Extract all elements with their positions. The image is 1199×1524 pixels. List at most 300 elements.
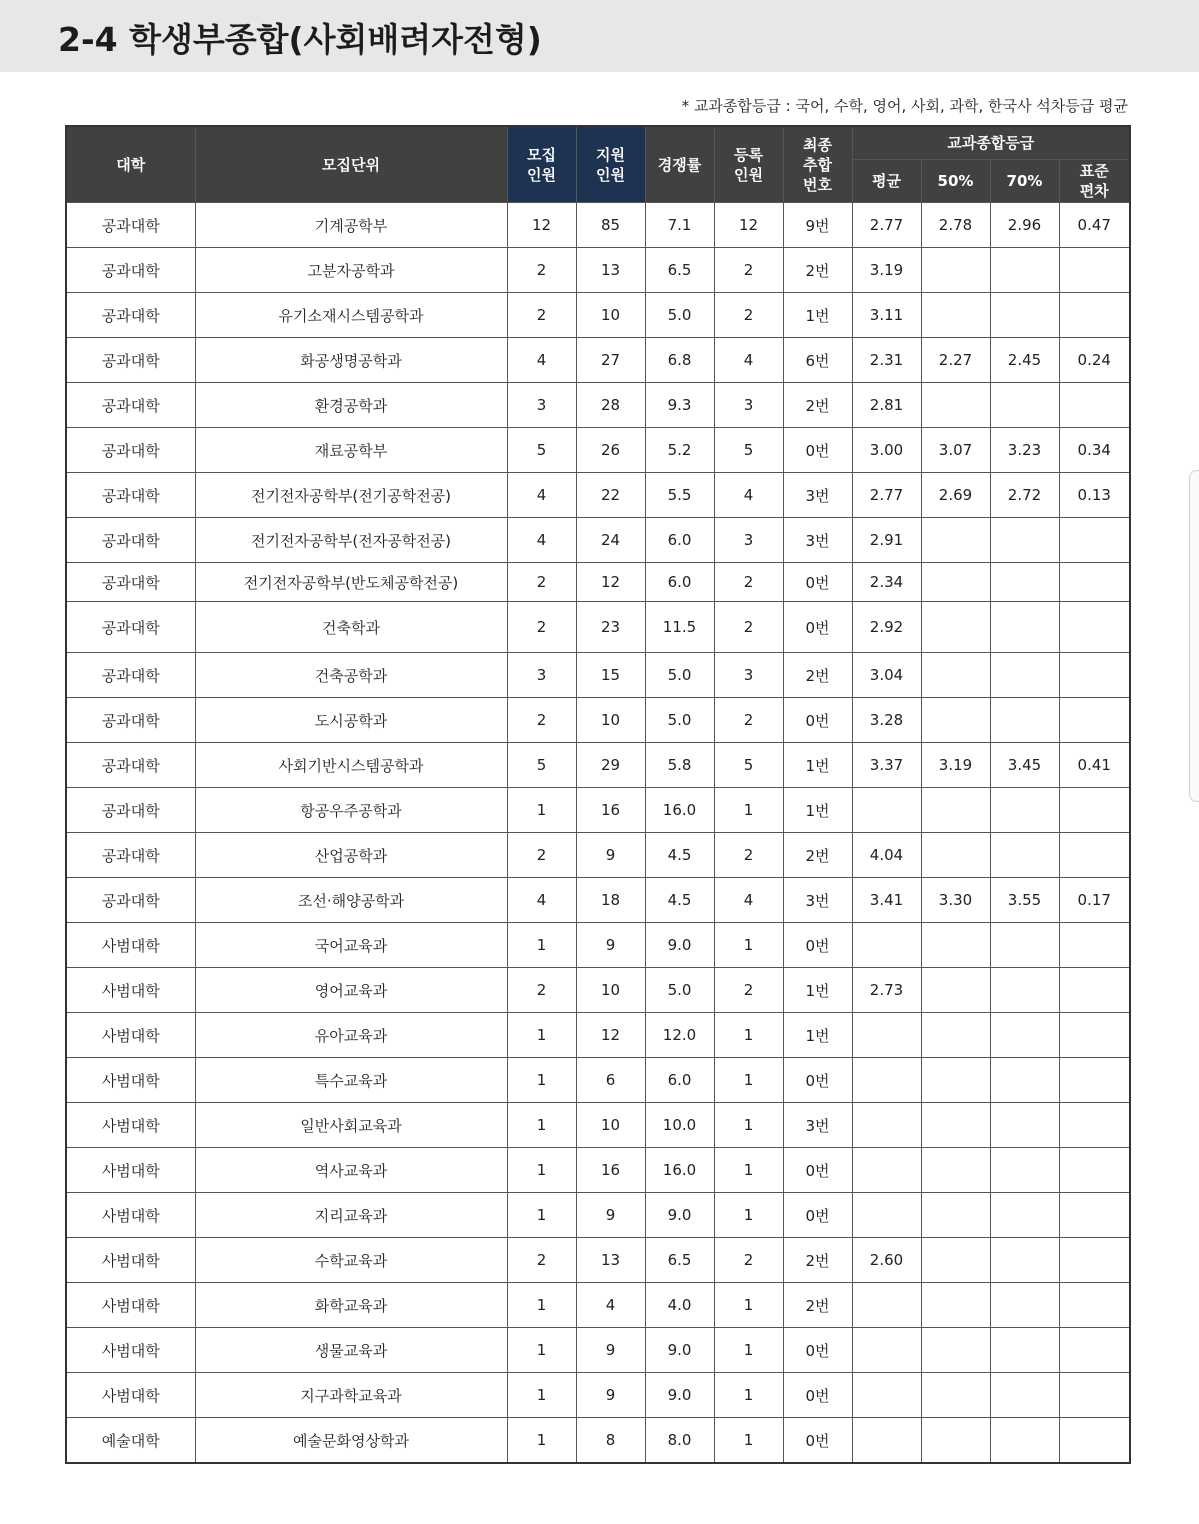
cell-enroll: 1 <box>714 1193 783 1238</box>
cell-std <box>1059 518 1130 563</box>
cell-last-number: 2번 <box>783 833 852 878</box>
cell-college: 공과대학 <box>66 293 195 338</box>
table-row <box>66 788 1130 833</box>
cell-50 <box>921 698 990 743</box>
cell-avg: 3.28 <box>852 698 921 743</box>
cell-unit: 지리교육과 <box>195 1193 507 1238</box>
cell-enroll: 1 <box>714 1148 783 1193</box>
cell-college: 사범대학 <box>66 923 195 968</box>
cell-ratio: 6.0 <box>645 518 714 563</box>
cell-college: 사범대학 <box>66 1103 195 1148</box>
cell-avg: 2.92 <box>852 602 921 653</box>
cell-70 <box>990 1148 1059 1193</box>
cell-avg <box>852 1283 921 1328</box>
cell-std <box>1059 602 1130 653</box>
cell-recruit: 2 <box>507 563 576 602</box>
table-row <box>66 383 1130 428</box>
cell-apply: 10 <box>576 968 645 1013</box>
cell-std <box>1059 923 1130 968</box>
table-row <box>66 1283 1130 1328</box>
cell-apply: 23 <box>576 602 645 653</box>
cell-70 <box>990 518 1059 563</box>
cell-std <box>1059 1328 1130 1373</box>
header-avg: 평균 <box>852 160 921 203</box>
cell-enroll: 2 <box>714 968 783 1013</box>
cell-70: 2.72 <box>990 473 1059 518</box>
cell-std <box>1059 968 1130 1013</box>
cell-recruit: 1 <box>507 923 576 968</box>
cell-avg: 3.41 <box>852 878 921 923</box>
cell-std <box>1059 1058 1130 1103</box>
cell-unit: 생물교육과 <box>195 1328 507 1373</box>
cell-last-number: 0번 <box>783 563 852 602</box>
cell-enroll: 4 <box>714 338 783 383</box>
table-row <box>66 1148 1130 1193</box>
cell-recruit: 4 <box>507 878 576 923</box>
cell-70 <box>990 1418 1059 1464</box>
header-grade-group: 교과종합등급 <box>852 126 1130 160</box>
cell-recruit: 12 <box>507 203 576 248</box>
cell-ratio: 5.5 <box>645 473 714 518</box>
cell-std: 0.47 <box>1059 203 1130 248</box>
cell-50 <box>921 788 990 833</box>
cell-std <box>1059 1103 1130 1148</box>
cell-recruit: 2 <box>507 968 576 1013</box>
cell-apply: 16 <box>576 788 645 833</box>
cell-std: 0.24 <box>1059 338 1130 383</box>
cell-last-number: 2번 <box>783 653 852 698</box>
cell-enroll: 12 <box>714 203 783 248</box>
table-row <box>66 1373 1130 1418</box>
cell-std <box>1059 1013 1130 1058</box>
cell-70 <box>990 1103 1059 1148</box>
cell-50 <box>921 1013 990 1058</box>
table-row <box>66 293 1130 338</box>
cell-ratio: 6.0 <box>645 1058 714 1103</box>
cell-apply: 12 <box>576 563 645 602</box>
cell-college: 공과대학 <box>66 248 195 293</box>
cell-college: 사범대학 <box>66 1013 195 1058</box>
cell-apply: 16 <box>576 1148 645 1193</box>
cell-last-number: 3번 <box>783 1103 852 1148</box>
page-title: 2-4 학생부종합(사회배려자전형) <box>58 20 542 59</box>
cell-last-number: 2번 <box>783 1238 852 1283</box>
cell-50 <box>921 1373 990 1418</box>
cell-recruit: 5 <box>507 428 576 473</box>
cell-70: 2.96 <box>990 203 1059 248</box>
cell-unit: 도시공학과 <box>195 698 507 743</box>
cell-unit: 건축공학과 <box>195 653 507 698</box>
cell-last-number: 9번 <box>783 203 852 248</box>
cell-enroll: 2 <box>714 563 783 602</box>
header-enroll: 등록 인원 <box>714 126 783 203</box>
cell-recruit: 1 <box>507 1103 576 1148</box>
cell-70 <box>990 1373 1059 1418</box>
cell-college: 사범대학 <box>66 1193 195 1238</box>
cell-last-number: 1번 <box>783 788 852 833</box>
cell-college: 공과대학 <box>66 878 195 923</box>
cell-college: 공과대학 <box>66 518 195 563</box>
cell-recruit: 1 <box>507 1013 576 1058</box>
cell-recruit: 2 <box>507 248 576 293</box>
header-college: 대학 <box>66 126 195 203</box>
cell-recruit: 1 <box>507 1418 576 1464</box>
cell-recruit: 5 <box>507 743 576 788</box>
cell-50: 3.19 <box>921 743 990 788</box>
cell-apply: 10 <box>576 698 645 743</box>
cell-apply: 12 <box>576 1013 645 1058</box>
cell-avg <box>852 1328 921 1373</box>
cell-unit: 수학교육과 <box>195 1238 507 1283</box>
cell-unit: 항공우주공학과 <box>195 788 507 833</box>
cell-recruit: 3 <box>507 383 576 428</box>
cell-last-number: 0번 <box>783 1148 852 1193</box>
cell-unit: 유아교육과 <box>195 1013 507 1058</box>
cell-std: 0.17 <box>1059 878 1130 923</box>
cell-college: 사범대학 <box>66 1148 195 1193</box>
header-recruit: 모집 인원 <box>507 126 576 203</box>
cell-last-number: 0번 <box>783 428 852 473</box>
table-row <box>66 1238 1130 1283</box>
cell-last-number: 0번 <box>783 1373 852 1418</box>
cell-ratio: 5.0 <box>645 293 714 338</box>
cell-college: 사범대학 <box>66 1238 195 1283</box>
cell-apply: 24 <box>576 518 645 563</box>
cell-50 <box>921 1238 990 1283</box>
cell-enroll: 2 <box>714 248 783 293</box>
cell-avg <box>852 1013 921 1058</box>
cell-apply: 8 <box>576 1418 645 1464</box>
cell-college: 사범대학 <box>66 1373 195 1418</box>
cell-last-number: 1번 <box>783 743 852 788</box>
cell-50 <box>921 1193 990 1238</box>
cell-std <box>1059 653 1130 698</box>
cell-avg: 3.19 <box>852 248 921 293</box>
cell-enroll: 3 <box>714 383 783 428</box>
cell-50 <box>921 833 990 878</box>
cell-unit: 특수교육과 <box>195 1058 507 1103</box>
cell-avg <box>852 1193 921 1238</box>
header-ratio: 경쟁률 <box>645 126 714 203</box>
cell-ratio: 9.0 <box>645 1328 714 1373</box>
cell-apply: 28 <box>576 383 645 428</box>
cell-enroll: 1 <box>714 1418 783 1464</box>
cell-unit: 조선·해양공학과 <box>195 878 507 923</box>
cell-unit: 영어교육과 <box>195 968 507 1013</box>
cell-enroll: 4 <box>714 473 783 518</box>
cell-avg: 2.73 <box>852 968 921 1013</box>
table-row <box>66 923 1130 968</box>
cell-apply: 13 <box>576 1238 645 1283</box>
cell-50 <box>921 653 990 698</box>
cell-50: 2.69 <box>921 473 990 518</box>
cell-avg <box>852 788 921 833</box>
cell-70 <box>990 1283 1059 1328</box>
cell-avg <box>852 1148 921 1193</box>
cell-avg: 2.77 <box>852 203 921 248</box>
cell-unit: 기계공학부 <box>195 203 507 248</box>
cell-apply: 27 <box>576 338 645 383</box>
cell-last-number: 0번 <box>783 1328 852 1373</box>
cell-avg: 3.37 <box>852 743 921 788</box>
cell-ratio: 4.5 <box>645 833 714 878</box>
cell-enroll: 1 <box>714 1058 783 1103</box>
header-std: 표준 편차 <box>1059 160 1130 203</box>
title-band <box>0 0 1199 72</box>
cell-std <box>1059 563 1130 602</box>
cell-50 <box>921 563 990 602</box>
cell-unit: 전기전자공학부(전자공학전공) <box>195 518 507 563</box>
cell-70 <box>990 383 1059 428</box>
cell-apply: 15 <box>576 653 645 698</box>
cell-ratio: 10.0 <box>645 1103 714 1148</box>
cell-enroll: 5 <box>714 428 783 473</box>
cell-70: 3.23 <box>990 428 1059 473</box>
cell-ratio: 5.0 <box>645 968 714 1013</box>
cell-apply: 10 <box>576 1103 645 1148</box>
cell-70: 3.55 <box>990 878 1059 923</box>
cell-recruit: 4 <box>507 518 576 563</box>
table-row <box>66 833 1130 878</box>
table-row <box>66 743 1130 788</box>
cell-unit: 전기전자공학부(반도체공학전공) <box>195 563 507 602</box>
cell-recruit: 1 <box>507 1058 576 1103</box>
cell-apply: 4 <box>576 1283 645 1328</box>
cell-enroll: 1 <box>714 1373 783 1418</box>
cell-std <box>1059 293 1130 338</box>
table-row <box>66 338 1130 383</box>
cell-unit: 지구과학교육과 <box>195 1373 507 1418</box>
cell-ratio: 16.0 <box>645 1148 714 1193</box>
cell-70 <box>990 653 1059 698</box>
cell-last-number: 0번 <box>783 1418 852 1464</box>
cell-unit: 역사교육과 <box>195 1148 507 1193</box>
scrollbar[interactable] <box>1189 470 1199 800</box>
cell-std <box>1059 383 1130 428</box>
cell-unit: 건축학과 <box>195 602 507 653</box>
cell-std: 0.34 <box>1059 428 1130 473</box>
cell-50 <box>921 1148 990 1193</box>
cell-enroll: 1 <box>714 1013 783 1058</box>
cell-ratio: 5.8 <box>645 743 714 788</box>
cell-apply: 13 <box>576 248 645 293</box>
cell-50 <box>921 968 990 1013</box>
cell-apply: 9 <box>576 1193 645 1238</box>
cell-college: 공과대학 <box>66 788 195 833</box>
cell-std <box>1059 1193 1130 1238</box>
cell-last-number: 0번 <box>783 1058 852 1103</box>
cell-college: 공과대학 <box>66 743 195 788</box>
cell-college: 공과대학 <box>66 698 195 743</box>
cell-apply: 9 <box>576 1328 645 1373</box>
cell-apply: 85 <box>576 203 645 248</box>
cell-ratio: 6.0 <box>645 563 714 602</box>
cell-50: 3.30 <box>921 878 990 923</box>
cell-college: 공과대학 <box>66 338 195 383</box>
cell-college: 공과대학 <box>66 428 195 473</box>
cell-70 <box>990 1058 1059 1103</box>
cell-enroll: 2 <box>714 293 783 338</box>
cell-ratio: 8.0 <box>645 1418 714 1464</box>
cell-50 <box>921 602 990 653</box>
cell-ratio: 9.0 <box>645 923 714 968</box>
cell-college: 사범대학 <box>66 1283 195 1328</box>
cell-avg <box>852 1103 921 1148</box>
cell-apply: 10 <box>576 293 645 338</box>
cell-70 <box>990 563 1059 602</box>
cell-last-number: 3번 <box>783 518 852 563</box>
cell-college: 사범대학 <box>66 1328 195 1373</box>
cell-apply: 18 <box>576 878 645 923</box>
cell-50 <box>921 293 990 338</box>
cell-ratio: 7.1 <box>645 203 714 248</box>
cell-70 <box>990 968 1059 1013</box>
cell-ratio: 5.2 <box>645 428 714 473</box>
cell-50 <box>921 1103 990 1148</box>
table-row <box>66 698 1130 743</box>
header-unit: 모집단위 <box>195 126 507 203</box>
cell-70 <box>990 788 1059 833</box>
cell-70 <box>990 923 1059 968</box>
table-row <box>66 1418 1130 1464</box>
cell-recruit: 1 <box>507 1193 576 1238</box>
cell-recruit: 2 <box>507 602 576 653</box>
cell-college: 공과대학 <box>66 833 195 878</box>
cell-50: 2.27 <box>921 338 990 383</box>
cell-50 <box>921 923 990 968</box>
cell-apply: 22 <box>576 473 645 518</box>
cell-unit: 국어교육과 <box>195 923 507 968</box>
cell-unit: 환경공학과 <box>195 383 507 428</box>
cell-avg: 2.81 <box>852 383 921 428</box>
cell-70 <box>990 293 1059 338</box>
cell-last-number: 1번 <box>783 968 852 1013</box>
cell-std <box>1059 698 1130 743</box>
cell-recruit: 2 <box>507 293 576 338</box>
table-row <box>66 563 1130 602</box>
cell-college: 공과대학 <box>66 383 195 428</box>
cell-college: 공과대학 <box>66 653 195 698</box>
cell-avg: 2.31 <box>852 338 921 383</box>
cell-std: 0.13 <box>1059 473 1130 518</box>
cell-ratio: 4.0 <box>645 1283 714 1328</box>
cell-enroll: 1 <box>714 1103 783 1148</box>
cell-70 <box>990 602 1059 653</box>
cell-ratio: 11.5 <box>645 602 714 653</box>
cell-apply: 9 <box>576 923 645 968</box>
cell-last-number: 1번 <box>783 1013 852 1058</box>
cell-apply: 6 <box>576 1058 645 1103</box>
cell-enroll: 1 <box>714 788 783 833</box>
cell-70 <box>990 1013 1059 1058</box>
grade-note: * 교과종합등급 : 국어, 수학, 영어, 사회, 과학, 한국사 석차등급 평균 <box>681 97 1128 115</box>
cell-std <box>1059 788 1130 833</box>
cell-last-number: 2번 <box>783 383 852 428</box>
cell-unit: 전기전자공학부(전기공학전공) <box>195 473 507 518</box>
cell-apply: 9 <box>576 833 645 878</box>
cell-70: 2.45 <box>990 338 1059 383</box>
cell-last-number: 6번 <box>783 338 852 383</box>
cell-college: 사범대학 <box>66 1058 195 1103</box>
cell-unit: 재료공학부 <box>195 428 507 473</box>
cell-ratio: 6.8 <box>645 338 714 383</box>
table-row <box>66 968 1130 1013</box>
cell-unit: 화공생명공학과 <box>195 338 507 383</box>
cell-unit: 고분자공학과 <box>195 248 507 293</box>
cell-unit: 유기소재시스템공학과 <box>195 293 507 338</box>
cell-college: 사범대학 <box>66 968 195 1013</box>
cell-recruit: 2 <box>507 833 576 878</box>
cell-unit: 화학교육과 <box>195 1283 507 1328</box>
header-apply: 지원 인원 <box>576 126 645 203</box>
cell-apply: 29 <box>576 743 645 788</box>
cell-70 <box>990 248 1059 293</box>
cell-recruit: 2 <box>507 698 576 743</box>
header-50: 50% <box>921 160 990 203</box>
cell-enroll: 1 <box>714 1328 783 1373</box>
cell-college: 공과대학 <box>66 473 195 518</box>
header-70: 70% <box>990 160 1059 203</box>
cell-std <box>1059 1238 1130 1283</box>
cell-recruit: 1 <box>507 1373 576 1418</box>
cell-recruit: 1 <box>507 1283 576 1328</box>
cell-enroll: 1 <box>714 923 783 968</box>
cell-ratio: 9.0 <box>645 1193 714 1238</box>
cell-unit: 산업공학과 <box>195 833 507 878</box>
cell-ratio: 16.0 <box>645 788 714 833</box>
cell-50 <box>921 1328 990 1373</box>
cell-college: 공과대학 <box>66 602 195 653</box>
table-row <box>66 1193 1130 1238</box>
cell-ratio: 5.0 <box>645 653 714 698</box>
cell-50 <box>921 518 990 563</box>
cell-avg: 2.34 <box>852 563 921 602</box>
cell-std <box>1059 1373 1130 1418</box>
cell-enroll: 2 <box>714 602 783 653</box>
cell-std <box>1059 1418 1130 1464</box>
table-row <box>66 473 1130 518</box>
cell-70: 3.45 <box>990 743 1059 788</box>
cell-ratio: 12.0 <box>645 1013 714 1058</box>
cell-unit: 사회기반시스템공학과 <box>195 743 507 788</box>
cell-50 <box>921 1058 990 1103</box>
cell-std <box>1059 1148 1130 1193</box>
cell-last-number: 0번 <box>783 698 852 743</box>
cell-50 <box>921 1418 990 1464</box>
cell-50 <box>921 383 990 428</box>
cell-college: 공과대학 <box>66 563 195 602</box>
cell-last-number: 2번 <box>783 1283 852 1328</box>
cell-apply: 9 <box>576 1373 645 1418</box>
cell-ratio: 9.3 <box>645 383 714 428</box>
cell-recruit: 3 <box>507 653 576 698</box>
cell-ratio: 9.0 <box>645 1373 714 1418</box>
cell-unit: 예술문화영상학과 <box>195 1418 507 1464</box>
cell-avg <box>852 1373 921 1418</box>
cell-avg: 3.04 <box>852 653 921 698</box>
cell-college: 예술대학 <box>66 1418 195 1464</box>
cell-last-number: 0번 <box>783 602 852 653</box>
cell-last-number: 1번 <box>783 293 852 338</box>
cell-last-number: 0번 <box>783 923 852 968</box>
cell-unit: 일반사회교육과 <box>195 1103 507 1148</box>
cell-recruit: 4 <box>507 473 576 518</box>
cell-std <box>1059 1283 1130 1328</box>
cell-enroll: 3 <box>714 518 783 563</box>
table-row <box>66 1103 1130 1148</box>
cell-50: 3.07 <box>921 428 990 473</box>
cell-enroll: 2 <box>714 1238 783 1283</box>
